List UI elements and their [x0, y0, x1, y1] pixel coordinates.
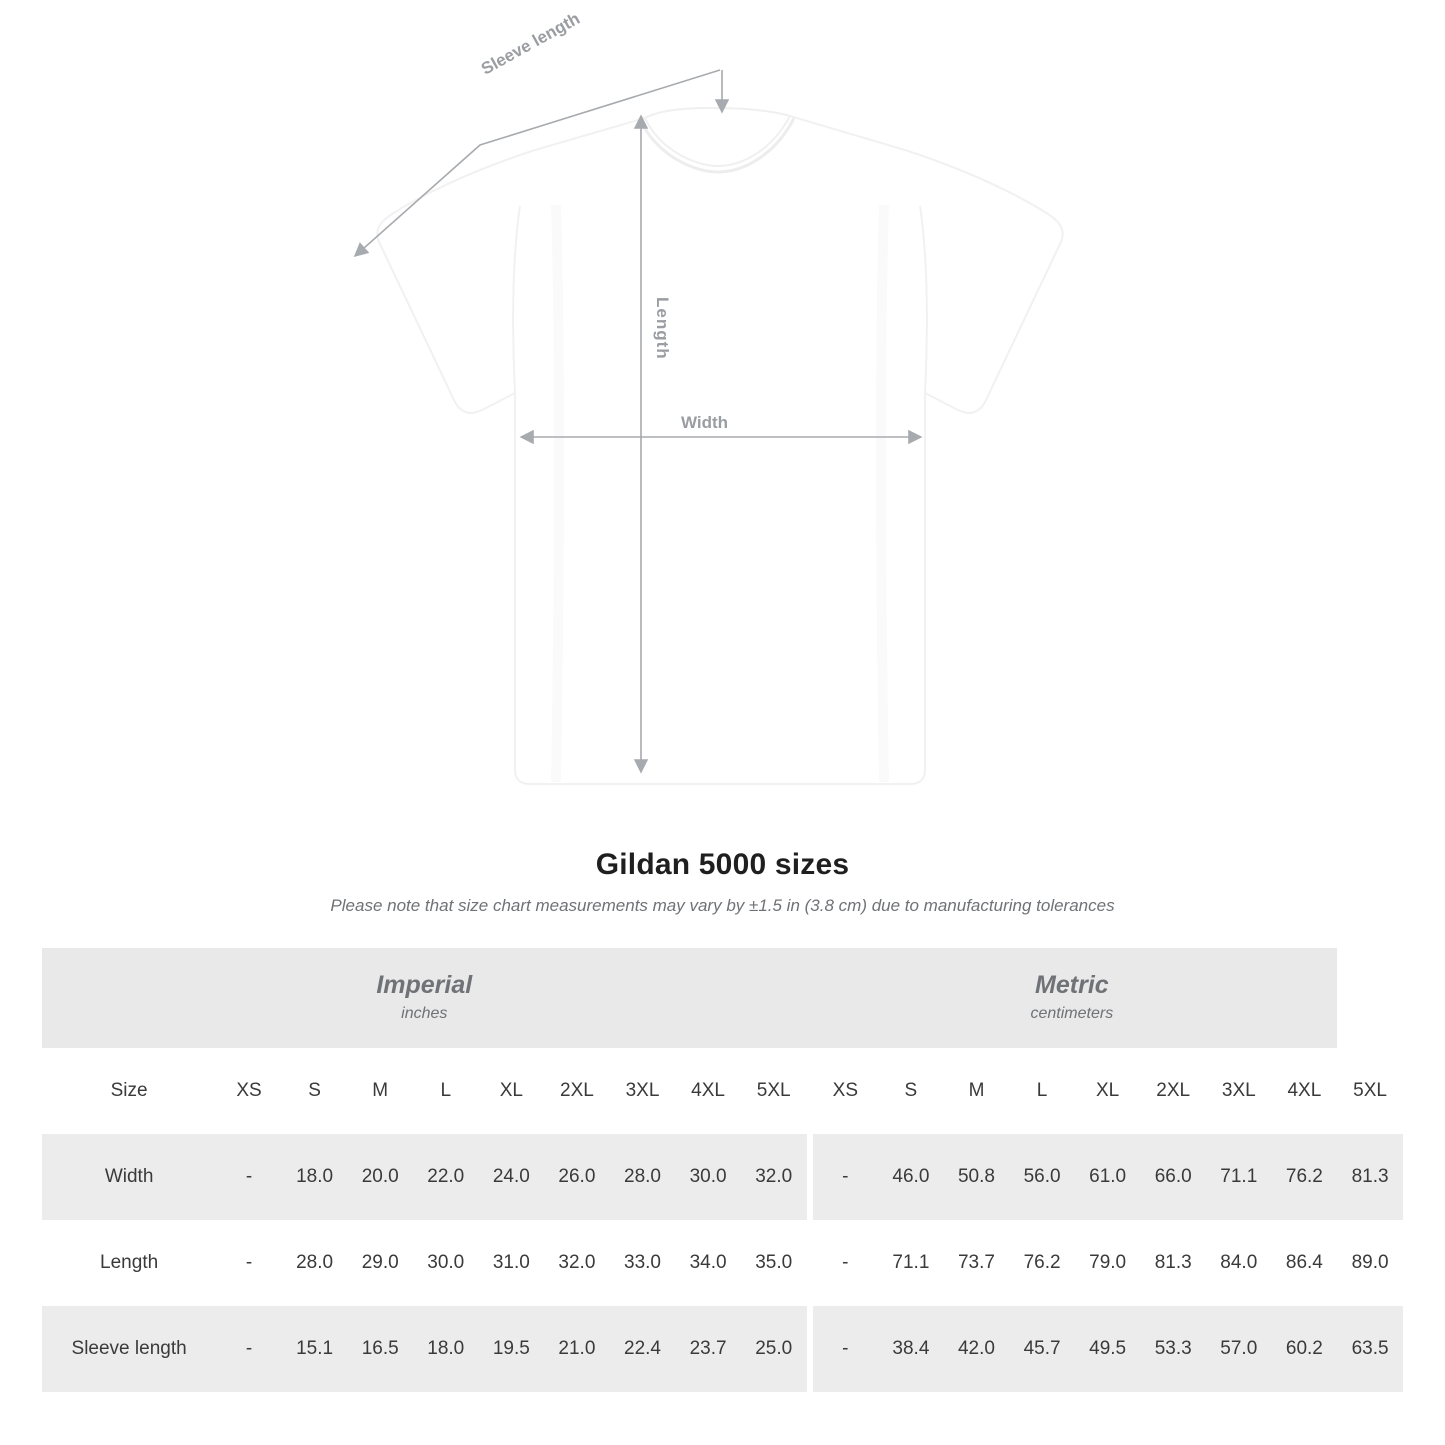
length-imp-2xl: 32.0: [544, 1220, 610, 1306]
length-imp-xs: -: [216, 1220, 282, 1306]
size-table-wrapper: [42, 948, 1403, 1392]
size-col-met-4xl: 4XL: [1272, 1048, 1338, 1134]
size-col-met-m: M: [944, 1048, 1010, 1134]
page-title: Gildan 5000 sizes: [595, 848, 850, 881]
length-imp-xl: 31.0: [479, 1220, 545, 1306]
size-table: [42, 948, 1403, 1392]
size-col-imp-xs: XS: [216, 1048, 282, 1134]
width-imp-2xl: 26.0: [544, 1134, 610, 1220]
length-met-3xl: 84.0: [1206, 1220, 1272, 1306]
sleeve-length-label: Sleeve length: [478, 8, 584, 79]
sleeve-met-s: 38.4: [878, 1306, 944, 1392]
size-col-met-5xl: 5XL: [1337, 1048, 1403, 1134]
row-label-width: Width: [42, 1134, 216, 1220]
width-imp-3xl: 28.0: [610, 1134, 676, 1220]
width-met-2xl: 66.0: [1140, 1134, 1206, 1220]
table-row-length: [42, 1220, 1403, 1306]
width-met-3xl: 71.1: [1206, 1134, 1272, 1220]
length-imp-4xl: 34.0: [675, 1220, 741, 1306]
sleeve-imp-m: 16.5: [347, 1306, 413, 1392]
length-imp-3xl: 33.0: [610, 1220, 676, 1306]
length-met-m: 73.7: [944, 1220, 1010, 1306]
width-met-5xl: 81.3: [1337, 1134, 1403, 1220]
length-label: Length: [653, 297, 672, 360]
width-imp-xs: -: [216, 1134, 282, 1220]
size-col-met-xl: XL: [1075, 1048, 1141, 1134]
metric-label: Metric: [1035, 970, 1109, 999]
length-imp-s: 28.0: [282, 1220, 348, 1306]
size-col-imp-m: M: [347, 1048, 413, 1134]
width-met-s: 46.0: [878, 1134, 944, 1220]
size-col-imp-2xl: 2XL: [544, 1048, 610, 1134]
length-met-5xl: 89.0: [1337, 1220, 1403, 1306]
size-col-imp-4xl: 4XL: [675, 1048, 741, 1134]
table-row-width: [42, 1134, 1403, 1220]
length-met-l: 76.2: [1009, 1220, 1075, 1306]
metric-group-header: [807, 948, 1338, 1048]
length-imp-5xl: 35.0: [741, 1220, 807, 1306]
sleeve-met-2xl: 53.3: [1140, 1306, 1206, 1392]
length-met-2xl: 81.3: [1140, 1220, 1206, 1306]
length-imp-m: 29.0: [347, 1220, 413, 1306]
sleeve-met-5xl: 63.5: [1337, 1306, 1403, 1392]
length-imp-l: 30.0: [413, 1220, 479, 1306]
size-col-met-3xl: 3XL: [1206, 1048, 1272, 1134]
table-row-sleeve-length: [42, 1306, 1403, 1392]
row-label-sleeve-length: Sleeve length: [42, 1306, 216, 1392]
length-met-s: 71.1: [878, 1220, 944, 1306]
width-imp-5xl: 32.0: [741, 1134, 807, 1220]
sleeve-imp-5xl: 25.0: [741, 1306, 807, 1392]
size-col-imp-xl: XL: [479, 1048, 545, 1134]
row-label-length: Length: [42, 1220, 216, 1306]
sleeve-met-3xl: 57.0: [1206, 1306, 1272, 1392]
width-met-l: 56.0: [1009, 1134, 1075, 1220]
imperial-unit: inches: [401, 1004, 448, 1022]
unit-header-row: [42, 948, 1403, 1048]
size-col-met-2xl: 2XL: [1140, 1048, 1206, 1134]
width-imp-4xl: 30.0: [675, 1134, 741, 1220]
tolerance-note: Please note that size chart measurements may vary by ±1.5 in (3.8 cm) due to manufacturing tolerances: [330, 896, 1115, 915]
size-col-imp-3xl: 3XL: [610, 1048, 676, 1134]
width-met-4xl: 76.2: [1272, 1134, 1338, 1220]
width-met-xs: -: [813, 1134, 879, 1220]
width-imp-xl: 24.0: [479, 1134, 545, 1220]
sleeve-imp-xs: -: [216, 1306, 282, 1392]
width-imp-m: 20.0: [347, 1134, 413, 1220]
length-met-xs: -: [813, 1220, 879, 1306]
sleeve-met-xs: -: [813, 1306, 879, 1392]
width-label: Width: [681, 413, 729, 432]
sleeve-met-m: 42.0: [944, 1306, 1010, 1392]
sleeve-met-l: 45.7: [1009, 1306, 1075, 1392]
size-col-met-xs: XS: [813, 1048, 879, 1134]
width-met-xl: 61.0: [1075, 1134, 1141, 1220]
size-col-met-s: S: [878, 1048, 944, 1134]
sleeve-imp-4xl: 23.7: [675, 1306, 741, 1392]
sleeve-imp-l: 18.0: [413, 1306, 479, 1392]
sleeve-imp-3xl: 22.4: [610, 1306, 676, 1392]
sleeve-imp-s: 15.1: [282, 1306, 348, 1392]
size-col-met-l: L: [1009, 1048, 1075, 1134]
size-header-cell: Size: [42, 1048, 216, 1134]
length-met-xl: 79.0: [1075, 1220, 1141, 1306]
size-col-imp-s: S: [282, 1048, 348, 1134]
metric-unit: centimeters: [1030, 1004, 1114, 1022]
sleeve-imp-xl: 19.5: [479, 1306, 545, 1392]
sleeve-met-4xl: 60.2: [1272, 1306, 1338, 1392]
imperial-group-header: [42, 948, 807, 1048]
sleeve-imp-2xl: 21.0: [544, 1306, 610, 1392]
size-col-imp-l: L: [413, 1048, 479, 1134]
width-met-m: 50.8: [944, 1134, 1010, 1220]
sleeve-met-xl: 49.5: [1075, 1306, 1141, 1392]
tshirt-shape: [377, 108, 1062, 784]
imperial-label: Imperial: [376, 970, 473, 999]
width-imp-l: 22.0: [413, 1134, 479, 1220]
size-col-imp-5xl: 5XL: [741, 1048, 807, 1134]
width-imp-s: 18.0: [282, 1134, 348, 1220]
length-met-4xl: 86.4: [1272, 1220, 1338, 1306]
size-header-row: [42, 1048, 1403, 1134]
